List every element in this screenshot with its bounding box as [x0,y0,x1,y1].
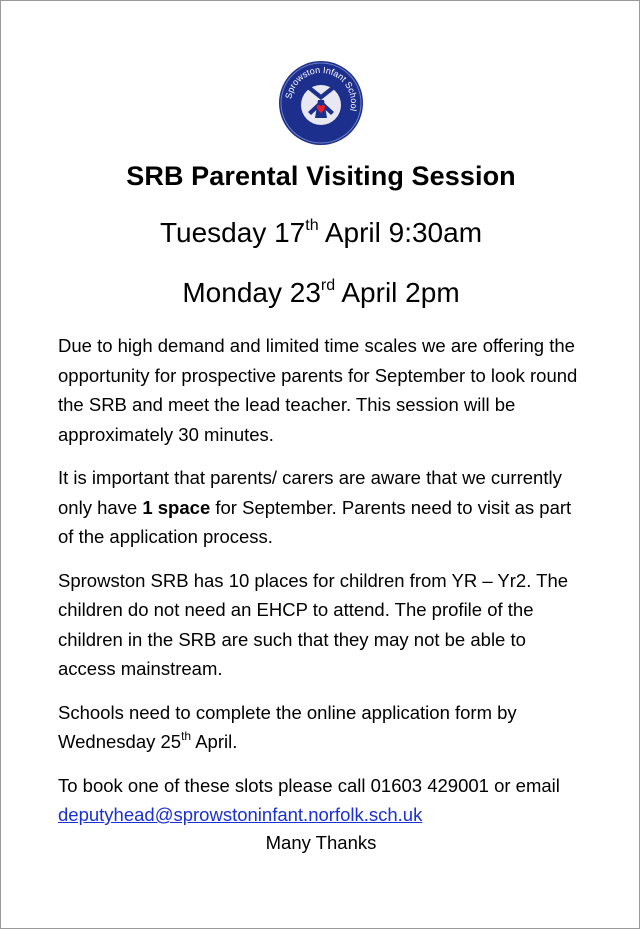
session-date-2: Monday 23rd April 2pm [182,277,460,308]
paragraph-intro: Due to high demand and limited time scales we are offering the opportunity for prospective parents for September to look round the SRB and meet the lead teacher. This session will be approximately 30 minutes. [58,335,578,445]
email-link[interactable]: deputyhead@sprowstoninfant.norfolk.sch.uk [58,804,423,825]
paragraph-booking: To book one of these slots please call 01603 429001 or email deputyhead@sprowstoninfant.norfolk.sch.uk [58,774,560,825]
school-logo [278,60,364,146]
logo-ring-text: Sprowston Infant School [283,64,360,113]
closing-text: Many Thanks [265,832,377,853]
paragraph-spaces: It is important that parents/ carers are aware that we currently only have 1 space for September. Parents need to visit as part of the application process. [58,467,572,547]
session-date-1: Tuesday 17th April 9:30am [159,217,483,248]
paragraph-srb-places: Sprowston SRB has 10 places for children from YR – Yr2. The children do not need an EHCP to attend. The profile of the children in the SRB are such that they may not be able to access mainstream. [58,569,569,679]
body-text [58,331,588,844]
page-title: SRB Parental Visiting Session [126,161,516,191]
paragraph-deadline: Schools need to complete the online application form by Wednesday 25th April. [58,701,517,752]
